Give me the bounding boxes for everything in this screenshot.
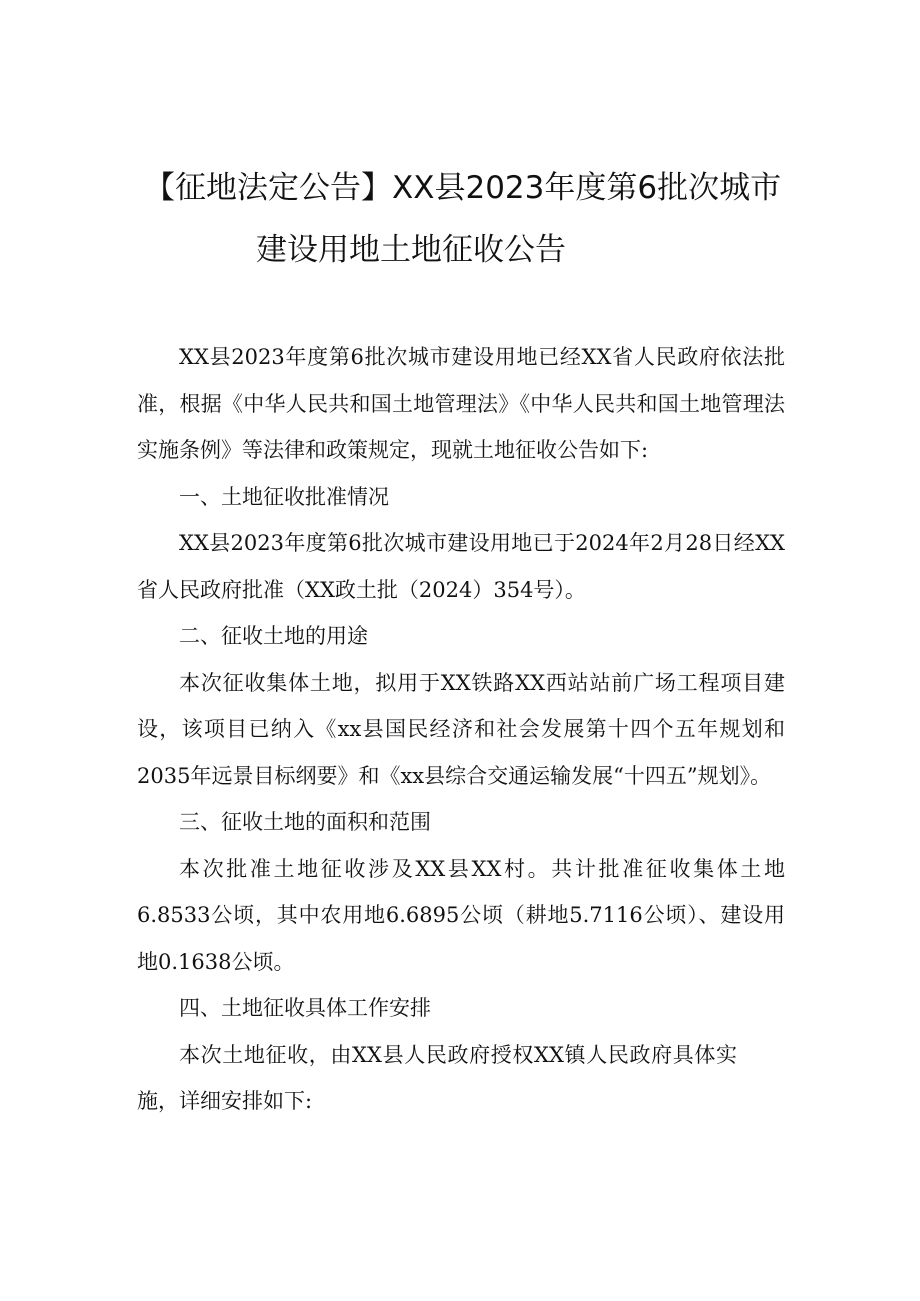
document-title-line-2: 建设用地土地征收公告 <box>256 232 566 268</box>
document-body <box>137 334 785 1125</box>
document-title-line-1: 【征地法定公告】XX县2023年度第6批次城市 <box>144 170 782 206</box>
section-heading-purpose: 二、征收土地的用途 <box>179 624 368 648</box>
area-paragraph: 本次批准土地征收涉及XX县XX村。共计批准征收集体土地6.8533公顷，其中农用地6.6895公顷（耕地5.7116公顷）、建设用地0.1638公顷。 <box>137 856 785 974</box>
approval-paragraph: XX县2023年度第6批次城市建设用地已于2024年2月28日经XX省人民政府批准（XX政土批（2024）354号）。 <box>137 531 785 602</box>
arrangement-paragraph: 本次土地征收，由XX县人民政府授权XX镇人民政府具体实施，详细安排如下: <box>137 1042 737 1113</box>
purpose-paragraph: 本次征收集体土地，拟用于XX铁路XX西站站前广场工程项目建设，该项目已纳入《xx县国民经济和社会发展第十四个五年规划和2035年远景目标纲要》和《xx县综合交通运输发展“十四五”规划》。 <box>137 670 785 788</box>
section-heading-approval: 一、土地征收批准情况 <box>179 484 389 509</box>
intro-paragraph: XX县2023年度第6批次城市建设用地已经XX省人民政府依法批准，根据《中华人民共和国土地管理法》《中华人民共和国土地管理法实施条例》等法律和政策规定，现就土地征收公告如下: <box>137 345 785 462</box>
section-heading-arrangement: 四、土地征收具体工作安排 <box>179 996 431 1020</box>
section-heading-area: 三、征收土地的面积和范围 <box>179 810 431 834</box>
